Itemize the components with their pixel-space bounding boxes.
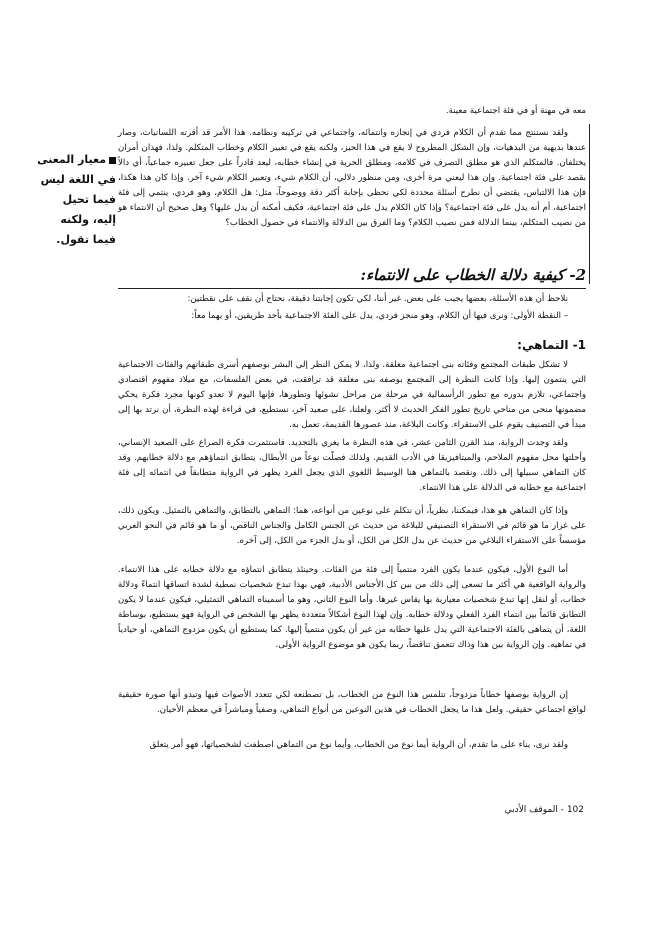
margin-note [36, 150, 116, 250]
paragraph-3: نلاحظ أن هذه الأسئلة، بعضها يجيب على بعض. غير أننا، لكي تكون إجابتنا دقيقة، نحتاج أن نقف على نقطتين: [187, 294, 568, 304]
page-footer [474, 805, 584, 815]
section-heading-2: 2- كيفية دلالة الخطاب على الانتماء: [360, 266, 586, 284]
journal-name: - الموقف الأدبي [504, 805, 564, 815]
section-heading-1: 1- التماهي: [517, 338, 586, 352]
margin-rule [589, 124, 590, 284]
heading-underline [118, 288, 586, 289]
paragraph-8: أما النوع الأول، فيكون عندما يكون الفرد منتمياً إلى فئة من الفئات. وحينئذ يتطابق انتماؤه مع دلالة خطابه على هذا الانتماء. والرواية الواقعية هي أكثر ما تسعى إلى ذلك من بين كل الأجناس الأدبية، فهي بهذا تبدع شخصيات نمطية لشدة اتساقها انتماءً ودلالة خطاب، أو لنقل إنها تبدع شخصيات معيارية بها يقاس غيرها. وأما النوع الثاني، وهو ما أسميناه التماهي التمثيلي، فيكون عندما لا يكون التطابق قائماً بين انتماء الفرد الفعلي ودلالة خطابه. وإن لهذا النوع أشكالاً متعددة يظهر بها الشخص في الرواية فهو يستطيع، بوساطة اللغة، أن يتماهى بالفئة الاجتماعية التي يدل عليها خطابه من غير أن يكون منتمياً إليها. كما يستطيع أن يكون مزدوج التماهي، أو حيادياً في تماهيه. وإن الرواية بين هذا وذاك تتعمق تناقضاً، ربما يكون هو موضوع الرواية الأولى. [118, 565, 586, 650]
paragraph-6: ولقد وجدت الرواية، منذ القرن الثامن عشر، في هذه النظرة ما يغري بالتجديد. فاستثمرت فكرة الصراع على الصعيد الإنساني، وأحلتها محل مفهوم الملاحم، والميتافيزيقا في الأدب القديم. ولذلك فصلّت نوعاً من الأبطال، يتطابق انتماؤهم مع دلالة خطابهم. وقد كان التماهي سبيلها إلى ذلك. ونقصد بالتماهي هنا الوسيط اللغوي الذي يجعل الفرد يظهر في الرواية متطابقاً في انتمائه إلى فئة اجتماعية مع خطابه في الدلالة على هذا الانتماء. [118, 438, 586, 493]
paragraph-10: ولقد نرى، بناء على ما تقدم، أن الرواية أيما نوع من الخطاب، وأيما نوع من التماهي اصطفت لشخصياتها، فهو أمر يتعلق [149, 740, 568, 750]
paragraph-4: – النقطة الأولى: ونرى فيها أن الكلام، وهو منجز فردي، يدل على الفئة الاجتماعية بأحد طريقين، أو بهما معاً: [191, 311, 568, 321]
square-bullet-icon [109, 157, 116, 164]
paragraph-9: إن الرواية بوصفها خطاباً مزدوجاً، تتلمس هذا النوع من الخطاب، بل تصطنعه لكي تتعدد الأصوات فيها وتبدو أنها صورة حقيقية لواقع اجتماعي حقيقي. ولعل هذا ما يجعل الخطاب في هذين النوعين من أنواع التماهي، وصفياً ومباشراً في معظم الأحيان. [118, 690, 586, 715]
margin-note-text: معيار المعنى في اللغة ليس فيما تحيل إليه، ولكنه فيما تقول. [37, 153, 116, 246]
page-number: 102 [566, 805, 584, 815]
paragraph-1: معه في مهنة أو في فئة اجتماعية معينة. [445, 106, 586, 116]
paragraph-2: ولقد نستنتج مما تقدم أن الكلام فردي في إنجازه وانتمائه، واجتماعي في تركيبه ونظامه. هذا الأمر قد أقرته اللسانيات، وصار عندها بديهية من البدهيات، وإن الشكل المطروح لا يقع في هذا الحيز، ولكنه يقع في تعبير الكلام وخطاب المتكلم. ولذا، فهذان أمران يختلفان. فالمتكلم الذي هو مطلق التصرف في كلامه، ومطلق الحرية في إنشاء خطابه، ليعد قادراً على جعل تعبيره جماعياً، أي دالاً بقصد على فئة اجتماعية. وإن هذا ليعني مرة أخرى، ومن منظور دلالي، أن الكلام شيء، وتعبير الكلام شيء آخر. وإذا كان هذا هكذا، فإن هذا الالتباس، يقتضي أن نطرح أسئلة محددة لكي نحظى بإجابة أكثر دقة ووضوحاً، مثل: هل الكلام، وهو فردي، ينتمي إلى فئة اجتماعية، أم أنه يدل على فئة اجتماعية؟ وإذا كان الكلام يدل على فئة اجتماعية، فكيف أمكنه أن يدل عليها؟ وهل صحيح أن الانتماء هو من نصيب المتكلم، بينما الدلالة فمن نصيب الكلام؟ وما الفرق بين الدلالة والانتماء في حصول الخطاب؟ [118, 128, 586, 228]
paragraph-5: لا تشكل طبقات المجتمع وفئاته بنى اجتماعية مغلقة. ولذا، لا يمكن النظر إلى البشر بوصفهم أسرى طبقاتهم والفئات الاجتماعية التي ينتمون إليها. وإذا كانت النظرة إلى المجتمع بوصفه بنى مغلقة قد ترافقت، في بعض الفلسفات، مع ميلاد مفهوم اقتصادي واجتماعي، تلازم بدوره مع تطور الرأسمالية في مرحلة من مراحل نشوئها وتطورها، فإنها اليوم لا تعدو كونها مجرد فكرة يحكي مضمونها منحى من مناحي تاريخ تطور الفكر الحديث لا أكثر. ولعلنا، على صعيد آخر، نستطيع، في قراءة لهذه النظرة، أن نرتد بها إلى مبدأ في التصنيف يقوم على الاستقراء. وكانت البلاغة، منذ عصورها القديمة، تعمل به. [118, 360, 586, 430]
paragraph-7: وإذا كان التماهي هو هذا، فيمكننا، نظرياً، أن نتكلم على نوعين من أنواعه، هما: التماهي بالتطابق، والتماهي بالتمثيل. ويكون ذلك، على غرار ما هو قائم في الاستقراء التصنيفي للبلاغة من حديث عن الجنس الكامل والجناس الناقص، أو ما هو قائم في النحو العربي مؤسساً على الاستقراء البلاغي من حديث عن بدل الكل من الكل، أو بدل الجزء من الكل، إلى آخره. [118, 506, 586, 546]
